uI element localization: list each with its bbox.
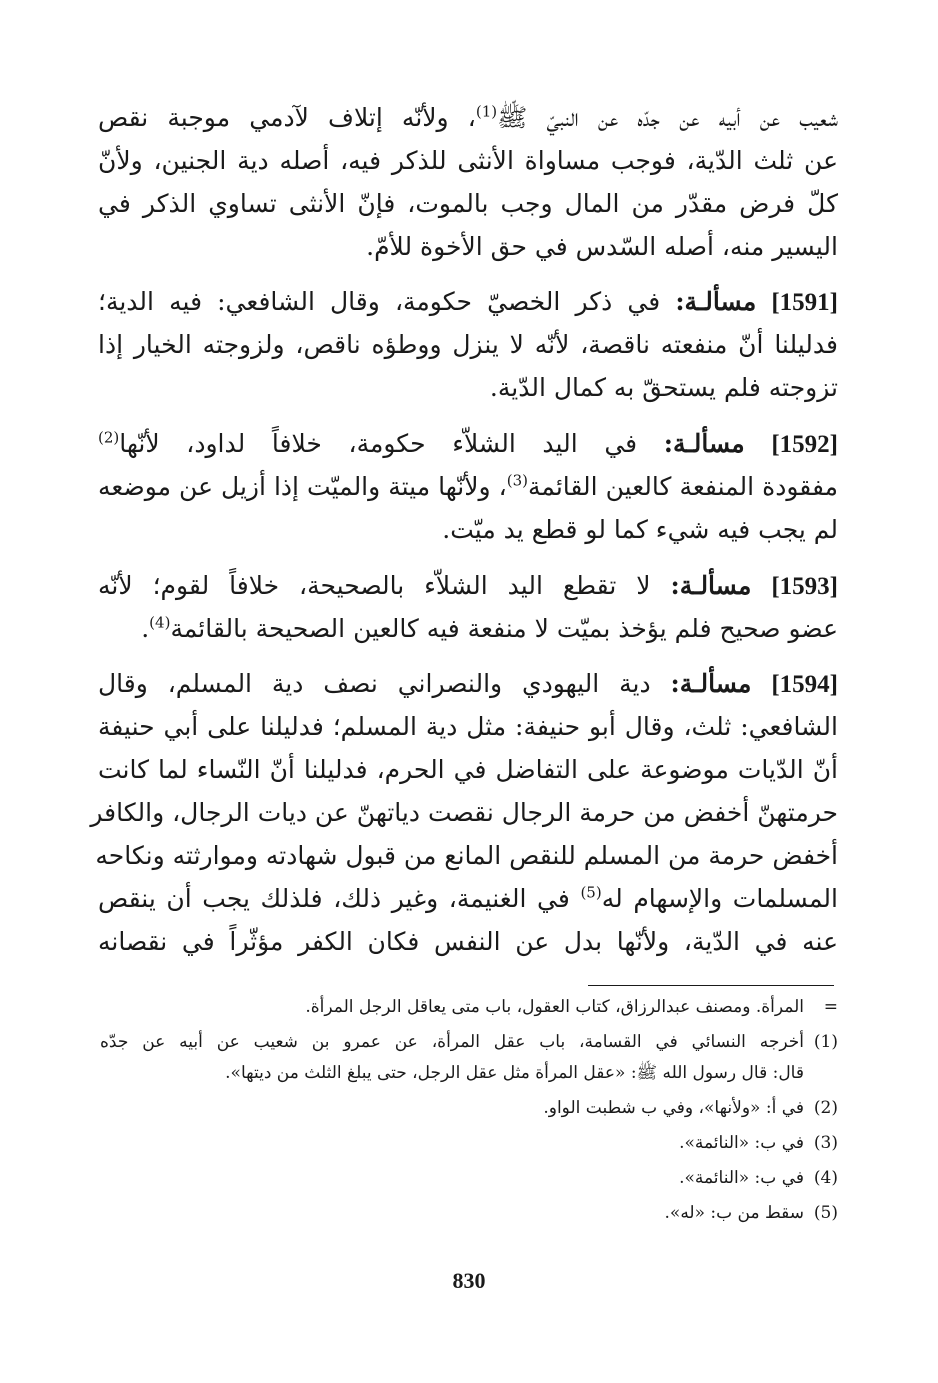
paragraph-intro — [98, 96, 838, 268]
text-line: عنه في الدّية، ولأنّها بدل عن النفس فكان الكفر مؤثّراً في نقصانه — [98, 927, 838, 956]
text-line: عن ثلث الدّية، فوجب مساواة الأنثى للذكر فيه، أصله دية الجنين، ولأنّ — [98, 146, 838, 175]
text-line: حرمتهنّ أخفض من حرمة الرجال نقصت دياتهنّ عن ديات الرجال، والكافر — [90, 798, 838, 827]
footnote-ref[interactable]: (3) — [506, 471, 528, 490]
text-line: تزوجته فلم يستحقّ به كمال الدّية. — [489, 373, 838, 402]
footnote-separator — [588, 985, 834, 986]
footnote-mark: (3) — [813, 1133, 838, 1153]
text-line: مفقودة المنفعة كالعين القائمة$^{(3)}$، ولأنّها ميتة والميّت إذا أزيل عن موضعه — [98, 471, 838, 501]
footnote-5 — [100, 1198, 838, 1229]
footnote-mark: (4) — [813, 1168, 838, 1188]
text-line: فدليلنا أنّ منفعته ناقصة، لأنّه لا ينزل ووطؤه ناقص، ولزوجته الخيار إذا — [98, 330, 838, 359]
text-line: أخفض حرمة من المسلم للنقص المانع من قبول شهادته وموارثته ونكاحه — [95, 841, 838, 870]
text-line: لم يجب فيه شيء كما لو قطع يد ميّت. — [442, 515, 838, 544]
paragraph-1593 — [98, 564, 838, 650]
footnote-ref[interactable]: (4) — [149, 613, 171, 632]
footnote-mark: (5) — [813, 1203, 838, 1223]
footnote-ref[interactable]: (2) — [98, 428, 120, 447]
issue-number: [1594] — [771, 671, 838, 698]
paragraph-1592 — [98, 422, 838, 551]
text-line: اليسير منه، أصله السّدس في حق الأخوة للأمّ. — [366, 232, 838, 261]
text-line: [1594] مسألـة: دية اليهودي والنصراني نصف دية المسلم، وقال — [98, 669, 838, 698]
text-line: المسلمات والإسهام له$^{(5)}$ في الغنيمة، وغير ذلك، فلذلك يجب أن ينقص — [98, 883, 838, 913]
footnote-continuation — [100, 992, 838, 1023]
text-line: [1592] مسألـة: في اليد الشلاّء حكومة، خلافاً لداود، لأنّها$^{(2)}$ — [98, 428, 838, 458]
footnote-text: المرأة. ومصنف عبدالرزاق، كتاب العقول، باب متى يعاقل الرجل المرأة. — [305, 997, 804, 1017]
issue-keyword: مسألـة: — [663, 429, 745, 458]
footnote-ref[interactable]: (1) — [475, 102, 498, 121]
issue-number: [1591] — [771, 289, 838, 316]
footnote-text: في ب: «النائمة». — [679, 1168, 804, 1188]
footnote-3 — [100, 1128, 838, 1159]
text-line: [1591] مسألـة: في ذكر الخصيّ حكومة، وقال الشافعي: فيه الدية؛ — [98, 287, 838, 316]
footnote-2 — [100, 1093, 838, 1124]
text-line: عضو صحيح فلم يؤخذ بميّت لا منفعة فيه كالعين الصحيحة بالقائمة$^{(4)}$. — [141, 613, 838, 643]
text-line: كلّ فرض مقدّر من المال وجب بالموت، فإنّ الأنثى تساوي الذكر في — [98, 189, 838, 218]
issue-number: [1592] — [771, 431, 838, 458]
text-line: أنّ الدّيات موضوعة على التفاضل في الحرم، فدليلنا أنّ النّساء لما كانت — [98, 755, 838, 784]
paragraph-1594 — [90, 662, 838, 963]
footnote-text: أخرجه النسائي في القسامة، باب عقل المرأة، عن عمرو بن شعيب عن أبيه عن جدّه قال: قال رسول الله ﷺ: «عقل المرأة مثل عقل الرجل، حتى يبلغ الثلث من ديتها». — [100, 1032, 804, 1083]
footnote-text: في أ: «ولأنها»، وفي ب شطبت الواو. — [543, 1098, 804, 1118]
footnote-mark: (2) — [813, 1098, 838, 1118]
page-number: 830 — [452, 1268, 486, 1293]
footnote-ref[interactable]: (5) — [580, 883, 602, 902]
footnote-mark: = — [823, 997, 838, 1017]
issue-keyword: مسألـة: — [675, 287, 757, 316]
text-line: شعيب عن أبيه عن جدّه عن النبيّ ﷺ$^{(1)}$، ولأنّه إتلاف لآدمي موجبة نقص — [98, 102, 839, 132]
text-line: [1593] مسألـة: لا تقطع اليد الشلاّء بالصحيحة، خلافاً لقوم؛ لأنّه — [98, 571, 838, 600]
paragraph-1591 — [98, 280, 838, 409]
footnote-text: سقط من ب: «له». — [664, 1203, 804, 1223]
footnote-1 — [100, 1027, 838, 1089]
text-line: الشافعي: ثلث، وقال أبو حنيفة: مثل دية المسلم؛ فدليلنا على أبي حنيفة — [98, 712, 838, 741]
issue-number: [1593] — [771, 573, 838, 600]
issue-keyword: مسألـة: — [670, 669, 752, 698]
footnote-4 — [100, 1163, 838, 1194]
footnote-mark: (1) — [813, 1032, 838, 1052]
footnotes — [100, 992, 838, 1229]
footnote-text: في ب: «النائمة». — [679, 1133, 804, 1153]
issue-keyword: مسألـة: — [670, 571, 752, 600]
